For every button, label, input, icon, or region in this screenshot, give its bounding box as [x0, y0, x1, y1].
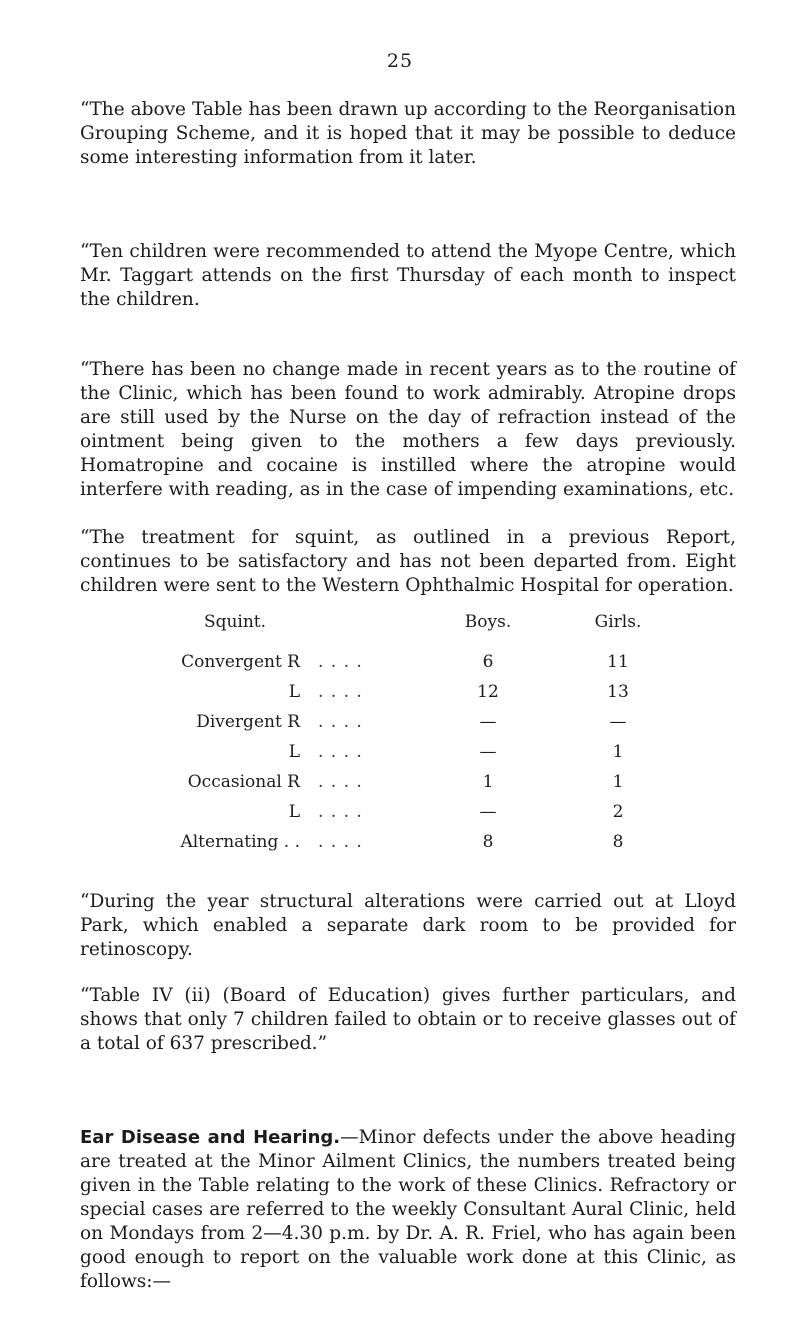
leader-dots: . . . . [318, 652, 363, 672]
leader-dots: . . . . [318, 802, 363, 822]
table-row [140, 802, 660, 832]
cell-boys: 12 [477, 682, 499, 702]
leader-dots: . . . . [318, 742, 363, 762]
paragraph-lloyd-park: “During the year structural alterations were carried out at Lloyd Park, which enabled a separate dark room to be provided for retinoscopy. [80, 891, 736, 960]
section-heading: Ear Disease and Hearing. [80, 1127, 341, 1148]
paragraph-squint-treatment: “The treatment for squint, as outlined in a previous Report, continues to be satisfactory and has not been departed from. Eight children were sent to the Western Ophthalmic Hospital for operation. [80, 527, 736, 596]
row-label: Divergent R [196, 712, 300, 732]
page-number: 25 [386, 50, 414, 72]
paragraph-ear-disease-text: —Minor defects under the above heading are treated at the Minor Ailment Clinics, the numbers treated being given in the Table relating to the work of these Clinics. Refractory or special cases are referred to the weekly Consultant Aural Clinic, held on Mondays from 2—4.30 p.m. by Dr. A. R. Friel, who has again been good enough to report on the valuable work done at this Clinic, as follows:— [80, 1127, 736, 1292]
header-squint: Squint. [203, 612, 267, 632]
row-label: Convergent R [181, 652, 300, 672]
cell-boys: — [479, 712, 497, 732]
leader-dots: . . . . [318, 772, 363, 792]
cell-girls: 8 [612, 832, 624, 852]
table-header-row [140, 612, 660, 652]
table-row [140, 712, 660, 742]
cell-boys: 6 [482, 652, 494, 672]
row-label: L [288, 742, 300, 762]
header-boys: Boys. [464, 612, 512, 632]
leader-dots: . . . . [318, 832, 363, 852]
row-label: Alternating . . [180, 832, 300, 852]
row-label: L [288, 802, 300, 822]
table-row [140, 772, 660, 802]
row-label: L [288, 682, 300, 702]
leader-dots: . . . . [318, 712, 363, 732]
paragraph-ear-disease [80, 1126, 736, 1294]
cell-girls: 1 [612, 742, 624, 762]
cell-boys: 8 [482, 832, 494, 852]
header-girls: Girls. [594, 612, 642, 632]
leader-dots: . . . . [318, 682, 363, 702]
paragraph-table-note: “The above Table has been drawn up according to the Reorganisation Grouping Scheme, and it is hoped that it may be possible to deduce some interesting information from it later. [80, 99, 736, 168]
table-row [140, 832, 660, 862]
paragraph-myope-centre: “Ten children were recommended to attend the Myope Centre, which Mr. Taggart attends on the first Thursday of each month to inspect the children. [80, 241, 736, 310]
cell-boys: — [479, 742, 497, 762]
cell-girls: — [609, 712, 627, 732]
table-row [140, 742, 660, 772]
cell-girls: 13 [607, 682, 629, 702]
cell-girls: 11 [607, 652, 629, 672]
squint-table [140, 612, 660, 862]
cell-girls: 2 [612, 802, 624, 822]
paragraph-table-iv: “Table IV (ii) (Board of Education) gives further particulars, and shows that only 7 children failed to obtain or to receive glasses out of a total of 637 prescribed.” [80, 985, 736, 1054]
table-row [140, 682, 660, 712]
cell-girls: 1 [612, 772, 624, 792]
row-label: Occasional R [187, 772, 300, 792]
paragraph-clinic-routine: “There has been no change made in recent years as to the routine of the Clinic, which has been found to work admirably. Atropine drops are still used by the Nurse on the day of refraction instead of the ointment being given to the mothers a few days previously. Homatropine and cocaine is instilled where the atropine would interfere with reading, as in the case of impending examinations, etc. [80, 359, 736, 500]
table-row [140, 652, 660, 682]
cell-boys: — [479, 802, 497, 822]
cell-boys: 1 [482, 772, 494, 792]
